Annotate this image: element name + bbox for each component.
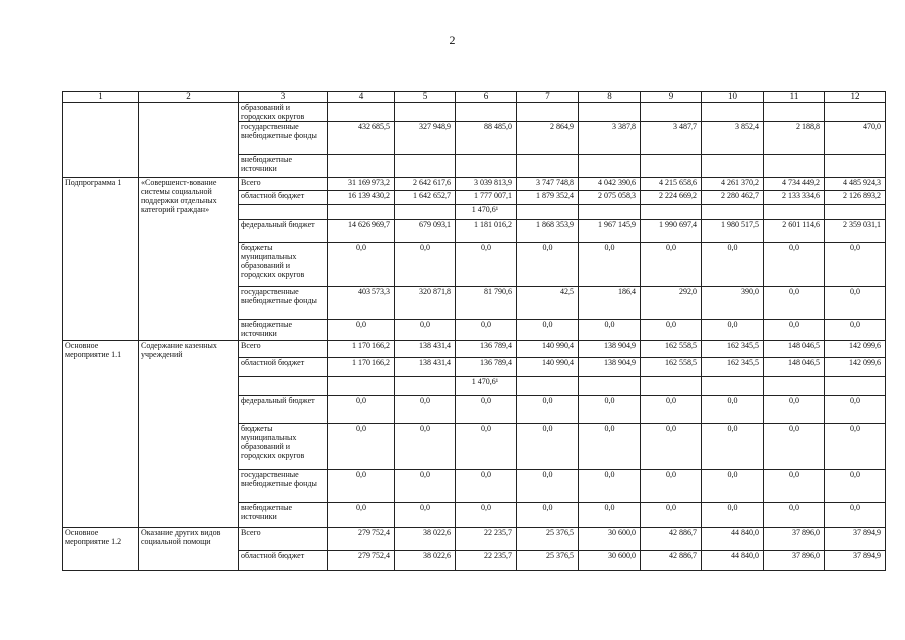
value-cell: 0,0 — [517, 320, 579, 341]
value-cell: 0,0 — [456, 424, 517, 470]
funding-source-cell: областной бюджет — [239, 191, 328, 205]
value-cell: 25 376,5 — [517, 551, 579, 571]
value-cell: 148 046,5 — [764, 341, 825, 358]
value-cell: 0,0 — [764, 396, 825, 424]
value-cell: 0,0 — [641, 424, 702, 470]
value-cell: 22 235,7 — [456, 551, 517, 571]
header-row — [63, 92, 886, 103]
header-cell: 10 — [702, 92, 764, 103]
value-cell: 292,0 — [641, 287, 702, 320]
value-cell — [517, 155, 579, 178]
value-cell: 2 224 669,2 — [641, 191, 702, 205]
value-cell: 0,0 — [517, 396, 579, 424]
value-cell: 2 864,9 — [517, 122, 579, 155]
header-cell: 1 — [63, 92, 139, 103]
value-cell — [328, 205, 395, 220]
funding-source-cell: Всего — [239, 178, 328, 191]
value-cell: 0,0 — [328, 396, 395, 424]
value-cell: 279 752,4 — [328, 528, 395, 551]
value-cell: 0,0 — [328, 503, 395, 528]
funding-source-cell: федеральный бюджет — [239, 396, 328, 424]
program-cell: Основное мероприятие 1.1 — [63, 341, 139, 528]
value-cell: 0,0 — [702, 470, 764, 503]
value-cell: 1 967 145,9 — [579, 220, 641, 243]
value-cell: 470,0 — [825, 122, 886, 155]
value-cell — [517, 205, 579, 220]
value-cell: 432 685,5 — [328, 122, 395, 155]
header-cell: 7 — [517, 92, 579, 103]
value-cell: 0,0 — [456, 320, 517, 341]
value-cell: 1 470,6¹ — [456, 205, 517, 220]
funding-source-cell: образований и городских округов — [239, 103, 328, 122]
value-cell: 37 894,9 — [825, 528, 886, 551]
value-cell: 42 886,7 — [641, 551, 702, 571]
value-cell: 0,0 — [328, 320, 395, 341]
value-cell — [579, 103, 641, 122]
value-cell: 2 601 114,6 — [764, 220, 825, 243]
value-cell — [456, 103, 517, 122]
value-cell — [641, 205, 702, 220]
value-cell: 2 642 617,6 — [395, 178, 456, 191]
value-cell — [395, 377, 456, 396]
value-cell: 42 886,7 — [641, 528, 702, 551]
value-cell: 0,0 — [328, 470, 395, 503]
value-cell: 88 485,0 — [456, 122, 517, 155]
value-cell: 0,0 — [641, 396, 702, 424]
table-row — [63, 528, 886, 551]
value-cell: 2 280 462,7 — [702, 191, 764, 205]
value-cell — [825, 377, 886, 396]
value-cell: 0,0 — [764, 287, 825, 320]
value-cell: 142 099,6 — [825, 341, 886, 358]
value-cell: 136 789,4 — [456, 341, 517, 358]
value-cell: 140 990,4 — [517, 358, 579, 377]
funding-source-cell: бюджеты муниципальных образований и городских округов — [239, 424, 328, 470]
budget-table — [62, 91, 886, 571]
value-cell — [702, 377, 764, 396]
value-cell: 0,0 — [825, 287, 886, 320]
header-cell: 8 — [579, 92, 641, 103]
value-cell — [395, 155, 456, 178]
value-cell: 0,0 — [579, 320, 641, 341]
value-cell: 44 840,0 — [702, 551, 764, 571]
value-cell: 2 359 031,1 — [825, 220, 886, 243]
value-cell: 0,0 — [328, 243, 395, 287]
value-cell: 4 042 390,6 — [579, 178, 641, 191]
header-cell: 4 — [328, 92, 395, 103]
value-cell: 1 642 652,7 — [395, 191, 456, 205]
value-cell: 0,0 — [702, 503, 764, 528]
value-cell: 30 600,0 — [579, 551, 641, 571]
value-cell: 0,0 — [395, 470, 456, 503]
value-cell — [702, 205, 764, 220]
value-cell: 0,0 — [641, 243, 702, 287]
value-cell — [579, 155, 641, 178]
value-cell: 38 022,6 — [395, 551, 456, 571]
value-cell — [328, 377, 395, 396]
value-cell — [825, 155, 886, 178]
header-cell: 11 — [764, 92, 825, 103]
value-cell: 0,0 — [395, 503, 456, 528]
value-cell: 14 626 969,7 — [328, 220, 395, 243]
value-cell: 0,0 — [456, 470, 517, 503]
header-cell: 12 — [825, 92, 886, 103]
value-cell: 81 790,6 — [456, 287, 517, 320]
funding-source-cell: государственные внебюджетные фонды — [239, 122, 328, 155]
value-cell: 0,0 — [579, 470, 641, 503]
value-cell — [825, 205, 886, 220]
value-cell: 1 980 517,5 — [702, 220, 764, 243]
description-cell: «Совершенст-вование системы социальной поддержки отдельных категорий граждан» — [139, 178, 239, 341]
value-cell: 38 022,6 — [395, 528, 456, 551]
value-cell: 3 387,8 — [579, 122, 641, 155]
value-cell: 3 487,7 — [641, 122, 702, 155]
value-cell: 30 600,0 — [579, 528, 641, 551]
funding-source-cell: внебюджетные источники — [239, 503, 328, 528]
funding-source-cell: государственные внебюджетные фонды — [239, 287, 328, 320]
value-cell: 0,0 — [517, 424, 579, 470]
header-cell: 2 — [139, 92, 239, 103]
value-cell: 0,0 — [764, 424, 825, 470]
description-cell: Содержание казенных учреждений — [139, 341, 239, 528]
value-cell: 138 431,4 — [395, 358, 456, 377]
value-cell: 31 169 973,2 — [328, 178, 395, 191]
value-cell — [764, 155, 825, 178]
value-cell: 0,0 — [579, 396, 641, 424]
value-cell — [328, 103, 395, 122]
value-cell: 0,0 — [517, 503, 579, 528]
value-cell: 2 133 334,6 — [764, 191, 825, 205]
table-row — [63, 178, 886, 191]
value-cell: 44 840,0 — [702, 528, 764, 551]
value-cell: 390,0 — [702, 287, 764, 320]
value-cell — [517, 377, 579, 396]
value-cell: 3 852,4 — [702, 122, 764, 155]
value-cell: 4 215 658,6 — [641, 178, 702, 191]
value-cell: 1 170 166,2 — [328, 358, 395, 377]
value-cell — [641, 155, 702, 178]
value-cell: 162 345,5 — [702, 358, 764, 377]
value-cell: 16 139 430,2 — [328, 191, 395, 205]
value-cell: 37 896,0 — [764, 551, 825, 571]
value-cell: 148 046,5 — [764, 358, 825, 377]
value-cell — [764, 377, 825, 396]
value-cell: 0,0 — [328, 424, 395, 470]
value-cell: 0,0 — [764, 503, 825, 528]
value-cell: 0,0 — [579, 424, 641, 470]
funding-source-cell: областной бюджет — [239, 551, 328, 571]
funding-source-cell — [239, 205, 328, 220]
value-cell: 138 904,9 — [579, 358, 641, 377]
value-cell — [328, 155, 395, 178]
value-cell: 0,0 — [517, 243, 579, 287]
value-cell: 0,0 — [395, 424, 456, 470]
value-cell: 0,0 — [579, 503, 641, 528]
table-row — [63, 103, 886, 122]
value-cell: 0,0 — [579, 243, 641, 287]
funding-source-cell: федеральный бюджет — [239, 220, 328, 243]
funding-source-cell: государственные внебюджетные фонды — [239, 470, 328, 503]
value-cell: 2 126 893,2 — [825, 191, 886, 205]
value-cell: 1 879 352,4 — [517, 191, 579, 205]
value-cell — [395, 205, 456, 220]
value-cell: 2 188,8 — [764, 122, 825, 155]
value-cell: 0,0 — [825, 396, 886, 424]
value-cell: 403 573,3 — [328, 287, 395, 320]
value-cell: 0,0 — [456, 243, 517, 287]
table-body — [63, 103, 886, 571]
header-cell: 6 — [456, 92, 517, 103]
page-number: 2 — [449, 33, 456, 47]
value-cell: 0,0 — [395, 320, 456, 341]
header-cell: 5 — [395, 92, 456, 103]
budget-table-container — [62, 91, 886, 571]
value-cell: 0,0 — [825, 503, 886, 528]
funding-source-cell: бюджеты муниципальных образований и городских округов — [239, 243, 328, 287]
value-cell: 0,0 — [825, 320, 886, 341]
value-cell: 0,0 — [456, 396, 517, 424]
value-cell: 0,0 — [641, 470, 702, 503]
value-cell: 0,0 — [702, 320, 764, 341]
value-cell — [579, 377, 641, 396]
value-cell: 136 789,4 — [456, 358, 517, 377]
value-cell: 1 470,6¹ — [456, 377, 517, 396]
value-cell: 42,5 — [517, 287, 579, 320]
value-cell — [702, 103, 764, 122]
header-cell: 3 — [239, 92, 328, 103]
funding-source-cell: областной бюджет — [239, 358, 328, 377]
value-cell: 679 093,1 — [395, 220, 456, 243]
value-cell: 3 039 813,9 — [456, 178, 517, 191]
funding-source-cell: внебюджетные источники — [239, 155, 328, 178]
value-cell: 4 261 370,2 — [702, 178, 764, 191]
funding-source-cell: Всего — [239, 528, 328, 551]
program-cell — [63, 103, 139, 178]
value-cell: 4 734 449,2 — [764, 178, 825, 191]
value-cell — [764, 103, 825, 122]
value-cell: 0,0 — [456, 503, 517, 528]
program-cell: Основное мероприятие 1.2 — [63, 528, 139, 571]
header-cell: 9 — [641, 92, 702, 103]
value-cell: 4 485 924,3 — [825, 178, 886, 191]
value-cell — [641, 377, 702, 396]
value-cell: 0,0 — [641, 320, 702, 341]
value-cell: 1 868 353,9 — [517, 220, 579, 243]
description-cell: Оказание других видов социальной помощи — [139, 528, 239, 571]
value-cell: 0,0 — [825, 470, 886, 503]
value-cell: 140 990,4 — [517, 341, 579, 358]
value-cell — [641, 103, 702, 122]
value-cell: 0,0 — [764, 243, 825, 287]
value-cell: 320 871,8 — [395, 287, 456, 320]
value-cell: 1 990 697,4 — [641, 220, 702, 243]
value-cell — [395, 103, 456, 122]
value-cell: 0,0 — [641, 503, 702, 528]
table-row — [63, 341, 886, 358]
value-cell — [702, 155, 764, 178]
funding-source-cell: внебюджетные источники — [239, 320, 328, 341]
description-cell — [139, 103, 239, 178]
value-cell: 0,0 — [517, 470, 579, 503]
value-cell — [456, 155, 517, 178]
value-cell: 138 431,4 — [395, 341, 456, 358]
value-cell: 0,0 — [702, 424, 764, 470]
value-cell: 162 345,5 — [702, 341, 764, 358]
value-cell: 0,0 — [825, 424, 886, 470]
value-cell: 0,0 — [825, 243, 886, 287]
value-cell: 142 099,6 — [825, 358, 886, 377]
value-cell: 1 777 007,1 — [456, 191, 517, 205]
value-cell — [517, 103, 579, 122]
value-cell: 327 948,9 — [395, 122, 456, 155]
value-cell: 22 235,7 — [456, 528, 517, 551]
value-cell: 3 747 748,8 — [517, 178, 579, 191]
value-cell: 25 376,5 — [517, 528, 579, 551]
value-cell: 0,0 — [395, 243, 456, 287]
value-cell: 186,4 — [579, 287, 641, 320]
value-cell: 37 894,9 — [825, 551, 886, 571]
program-cell: Подпрограмма 1 — [63, 178, 139, 341]
value-cell: 0,0 — [702, 396, 764, 424]
value-cell: 2 075 058,3 — [579, 191, 641, 205]
value-cell: 1 181 016,2 — [456, 220, 517, 243]
value-cell: 138 904,9 — [579, 341, 641, 358]
funding-source-cell — [239, 377, 328, 396]
funding-source-cell: Всего — [239, 341, 328, 358]
value-cell: 162 558,5 — [641, 358, 702, 377]
value-cell — [764, 205, 825, 220]
value-cell — [825, 103, 886, 122]
value-cell: 1 170 166,2 — [328, 341, 395, 358]
value-cell: 0,0 — [764, 470, 825, 503]
value-cell: 0,0 — [702, 243, 764, 287]
value-cell: 0,0 — [395, 396, 456, 424]
value-cell: 162 558,5 — [641, 341, 702, 358]
value-cell: 279 752,4 — [328, 551, 395, 571]
value-cell: 0,0 — [764, 320, 825, 341]
value-cell — [579, 205, 641, 220]
value-cell: 37 896,0 — [764, 528, 825, 551]
